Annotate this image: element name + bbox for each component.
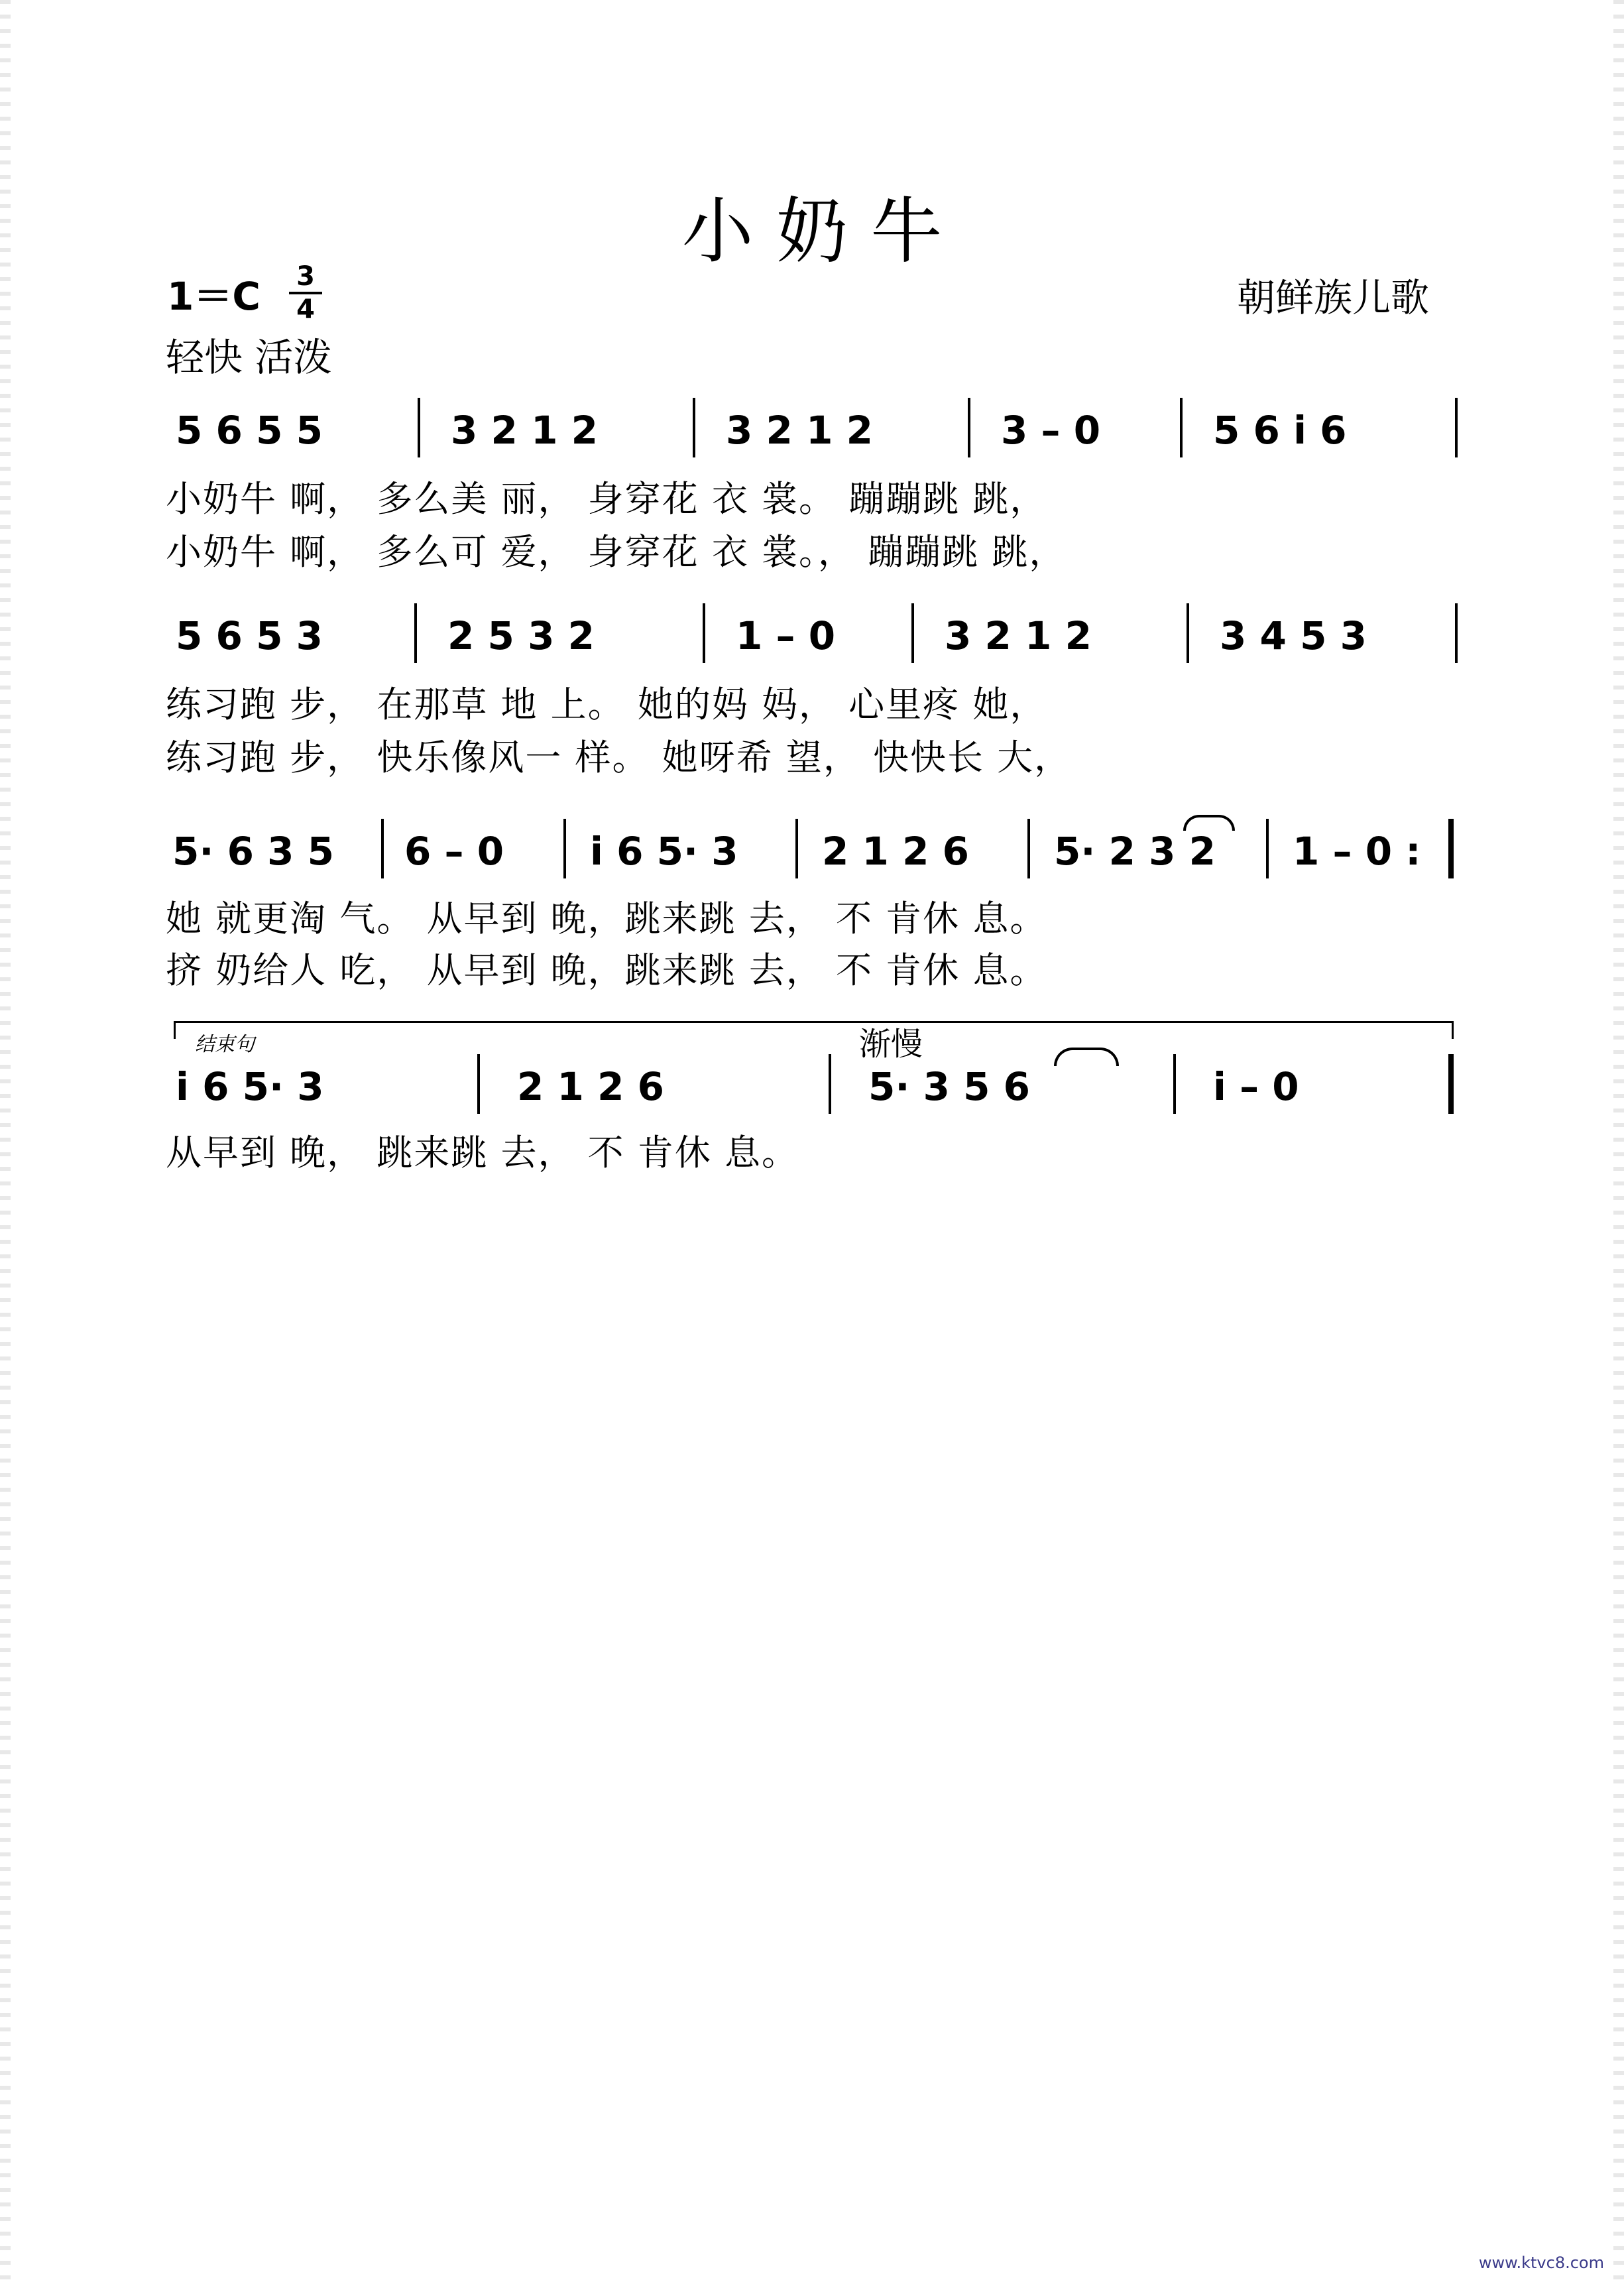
measure-17: i 6 5· 3 bbox=[176, 1064, 324, 1109]
measure-2: 3 2 1 2 bbox=[451, 408, 599, 453]
lyrics-verse-1: 她 就更淘 气。 从早到 晚，跳来跳 去， 不 肯休 息。 bbox=[166, 898, 1047, 939]
barline bbox=[1187, 603, 1189, 663]
site-watermark: www.ktvc8.com bbox=[1478, 2254, 1604, 2272]
system-2 bbox=[166, 603, 1458, 776]
ending-bracket bbox=[174, 1021, 1454, 1039]
barline bbox=[693, 398, 695, 457]
system-1 bbox=[166, 398, 1458, 573]
lyrics-verse-2: 练习跑 步， 快乐像风一 样。 她呀希 望， 快快长 大， bbox=[166, 737, 1072, 778]
lyrics-ending: 从早到 晚， 跳来跳 去， 不 肯休 息。 bbox=[166, 1132, 799, 1173]
measure-14: 2 1 2 6 bbox=[822, 829, 970, 874]
measure-16: 1 – 0 : bbox=[1293, 829, 1421, 874]
measure-20: i – 0 bbox=[1213, 1064, 1299, 1109]
measure-6: 5 6 5 3 bbox=[176, 613, 323, 658]
barline bbox=[1266, 819, 1269, 878]
measure-18: 2 1 2 6 bbox=[517, 1064, 665, 1109]
barline bbox=[968, 398, 970, 457]
measure-12: 6 – 0 bbox=[404, 829, 504, 874]
final-barline bbox=[1448, 1054, 1454, 1114]
ending-label: 结束句 bbox=[195, 1033, 255, 1056]
tempo-marking: 轻快 活泼 bbox=[166, 335, 332, 380]
barline bbox=[418, 398, 420, 457]
right-perforated-edge bbox=[1613, 0, 1624, 2284]
barline bbox=[703, 603, 705, 663]
barline bbox=[829, 1054, 831, 1114]
measure-5: 5 6 i 6 bbox=[1213, 408, 1347, 453]
measure-10: 3 4 5 3 bbox=[1220, 613, 1367, 658]
left-perforated-edge bbox=[0, 0, 11, 2284]
measure-8: 1 – 0 bbox=[736, 613, 836, 658]
system-3 bbox=[166, 812, 1458, 991]
barline bbox=[414, 603, 417, 663]
repeat-barline bbox=[1448, 819, 1454, 878]
barline bbox=[911, 603, 914, 663]
measure-7: 2 5 3 2 bbox=[447, 613, 595, 658]
measure-1: 5 6 5 5 bbox=[176, 408, 323, 453]
measure-3: 3 2 1 2 bbox=[726, 408, 874, 453]
tempo-change: 渐慢 bbox=[859, 1026, 923, 1063]
barline bbox=[563, 819, 566, 878]
tie-arc bbox=[1054, 1048, 1119, 1066]
measure-19: 5· 3 5 6 bbox=[868, 1064, 1031, 1109]
barline bbox=[1173, 1054, 1176, 1114]
key-signature: 1＝C bbox=[167, 274, 261, 319]
barline bbox=[1455, 603, 1458, 663]
time-signature: 3 4 bbox=[289, 263, 322, 324]
measure-13: i 6 5· 3 bbox=[590, 829, 738, 874]
barline bbox=[1180, 398, 1183, 457]
barline bbox=[1027, 819, 1030, 878]
measure-11: 5· 6 3 5 bbox=[172, 829, 335, 874]
barline bbox=[477, 1054, 480, 1114]
system-4-ending bbox=[166, 1021, 1458, 1180]
song-title: 小 奶 牛 bbox=[681, 190, 943, 273]
lyrics-verse-1: 小奶牛 啊， 多么美 丽， 身穿花 衣 裳。 蹦蹦跳 跳， bbox=[166, 478, 1047, 520]
measure-15: 5· 2 3 2 bbox=[1054, 829, 1216, 874]
measure-9: 3 2 1 2 bbox=[945, 613, 1092, 658]
barline bbox=[381, 819, 384, 878]
lyrics-verse-1: 练习跑 步， 在那草 地 上。 她的妈 妈， 心里疼 她， bbox=[166, 684, 1047, 725]
barline bbox=[1455, 398, 1458, 457]
lyrics-verse-2: 挤 奶给人 吃， 从早到 晚，跳来跳 去， 不 肯休 息。 bbox=[166, 949, 1047, 991]
tie-arc bbox=[1183, 815, 1235, 831]
measure-4: 3 – 0 bbox=[1001, 408, 1101, 453]
composer: 朝鲜族儿歌 bbox=[1237, 275, 1430, 320]
lyrics-verse-2: 小奶牛 啊， 多么可 爱， 身穿花 衣 裳。， 蹦蹦跳 跳， bbox=[166, 531, 1067, 573]
barline bbox=[795, 819, 798, 878]
